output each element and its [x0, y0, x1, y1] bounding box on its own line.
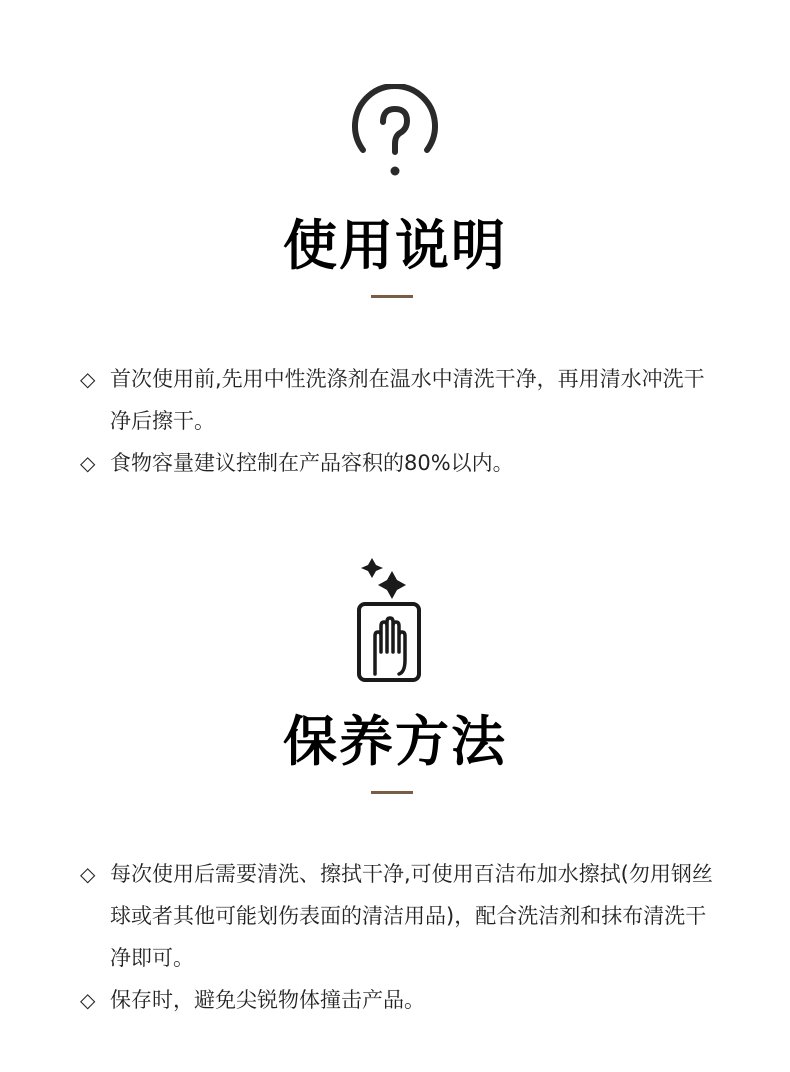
usage-list-item: [80, 442, 720, 484]
care-list-item: [80, 979, 720, 1021]
care-list: [80, 853, 720, 1021]
care-item-text: 保存时，避免尖锐物体撞击产品。: [110, 988, 425, 1012]
care-divider: [371, 791, 413, 794]
usage-divider: [371, 295, 413, 298]
care-icon-wrap: [0, 556, 790, 686]
care-title: 保养方法: [283, 710, 507, 773]
usage-item-text: 食物容量建议控制在产品容积的80%以内。: [110, 451, 514, 475]
care-item-text: 每次使用后需要清洗、擦拭干净,可使用百洁布加水擦拭(勿用钢丝球或者其他可能划伤表面的清洁用品)，配合洗洁剂和抹布清洗干净即可。: [110, 862, 713, 970]
usage-item-text: 首次使用前,先用中性洗涤剂在温水中清洗干净，再用清水冲洗干净后擦干。: [110, 367, 705, 433]
usage-list: [80, 358, 720, 484]
usage-icon-wrap: [0, 84, 790, 180]
wipe-hand-sparkle-icon: [355, 556, 435, 686]
diamond-bullet-icon: ◇: [80, 988, 96, 1012]
diamond-bullet-icon: ◇: [80, 862, 96, 886]
diamond-bullet-icon: ◇: [80, 367, 96, 391]
diamond-bullet-icon: ◇: [80, 451, 96, 475]
usage-list-item: [80, 358, 720, 442]
care-list-item: [80, 853, 720, 979]
question-circle-icon: [347, 84, 443, 180]
usage-title: 使用说明: [283, 214, 507, 277]
